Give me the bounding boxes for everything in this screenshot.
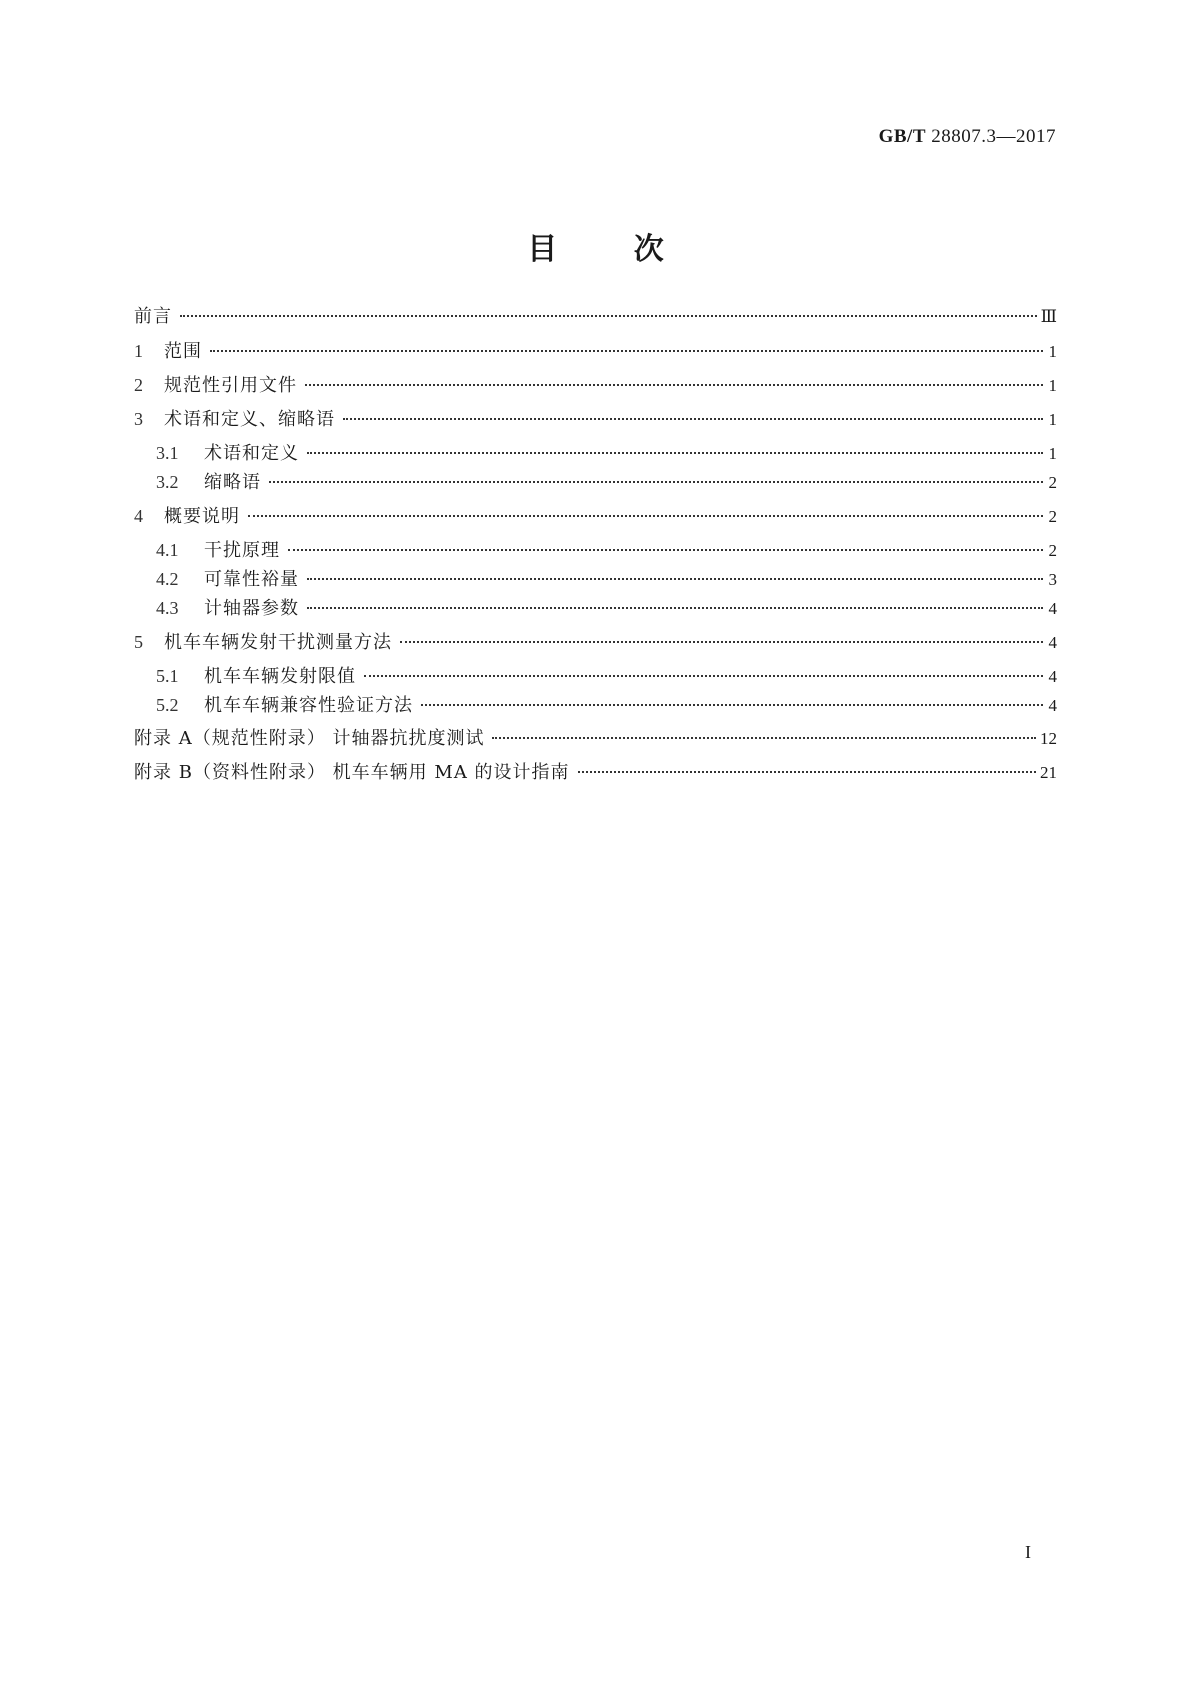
standard-prefix: GB/T [878, 126, 926, 147]
toc-entry-number: 3.1 [156, 443, 179, 463]
toc-leader-dots [305, 384, 1043, 386]
toc-entry-5-2[interactable] [156, 694, 1057, 717]
toc-entry-label: 可靠性裕量 [204, 569, 299, 590]
toc-entry-label: 计轴器参数 [204, 598, 299, 619]
toc-entry-label: 机车车辆发射限值 [204, 666, 356, 687]
toc-entry-page: 1 [1048, 410, 1057, 429]
toc-title [0, 224, 1191, 268]
toc-entry-number: 3 [134, 409, 143, 429]
toc-leader-dots [578, 771, 1036, 773]
toc-leader-dots [307, 607, 1043, 609]
toc-entry-4-2[interactable] [156, 568, 1057, 591]
toc-leader-dots [269, 481, 1043, 483]
toc-leader-dots [343, 418, 1043, 420]
toc-leader-dots [364, 675, 1043, 677]
toc-entry-page: 1 [1048, 376, 1057, 395]
toc-entry-3-1[interactable] [156, 442, 1057, 465]
toc-entry-page: 4 [1048, 633, 1057, 652]
toc-entry-page: 4 [1048, 696, 1057, 715]
standard-number [879, 126, 1056, 148]
toc-leader-dots [400, 641, 1043, 643]
toc-entry-number: 4.3 [156, 598, 179, 618]
toc-entry-label: 附录 A（规范性附录） 计轴器抗扰度测试 [134, 728, 485, 749]
page-number: I [1025, 1542, 1031, 1562]
standard-code: 28807.3—2017 [931, 126, 1056, 147]
toc-entry-preface[interactable] [134, 306, 1057, 328]
toc-entry-label: 范围 [164, 341, 202, 362]
toc-entry-4-3[interactable] [156, 597, 1057, 620]
toc-entry-annex-b[interactable] [134, 762, 1057, 784]
toc-entry-page: 1 [1048, 444, 1057, 463]
toc-entry-label: 概要说明 [164, 506, 240, 527]
toc-entry-3-2[interactable] [156, 471, 1057, 494]
toc-entry-page: Ⅲ [1040, 307, 1057, 326]
toc-entry-page: 1 [1048, 342, 1057, 361]
toc-entry-number: 1 [134, 341, 143, 361]
toc-entry-number: 4 [134, 506, 143, 526]
toc-entry-page: 4 [1048, 599, 1057, 618]
toc-title-char-2: 次 [633, 232, 664, 267]
toc-entry-label: 术语和定义 [204, 443, 299, 464]
toc-entry-page: 3 [1048, 570, 1057, 589]
toc-entry-label: 缩略语 [204, 472, 261, 493]
toc-entry-page: 2 [1048, 473, 1057, 492]
toc-leader-dots [307, 578, 1043, 580]
toc-entry-label: 机车车辆兼容性验证方法 [204, 695, 413, 716]
toc-entry-label: 前言 [134, 306, 172, 327]
toc-title-char-1: 目 [527, 232, 558, 267]
toc-leader-dots [421, 704, 1043, 706]
toc-entry-page: 21 [1040, 763, 1057, 782]
toc-entry-annex-a[interactable] [134, 728, 1057, 750]
toc-entry-page: 2 [1048, 541, 1057, 560]
toc-entry-number: 4.1 [156, 540, 179, 560]
toc-entry-1[interactable] [134, 340, 1057, 363]
toc-entry-label: 机车车辆发射干扰测量方法 [164, 632, 392, 653]
toc-entry-page: 2 [1048, 507, 1057, 526]
toc-entry-number: 3.2 [156, 472, 179, 492]
toc-leader-dots [210, 350, 1043, 352]
toc-entry-label: 规范性引用文件 [164, 375, 297, 396]
toc-leader-dots [492, 737, 1036, 739]
toc-leader-dots [307, 452, 1043, 454]
toc-entry-5-1[interactable] [156, 665, 1057, 688]
toc-entry-number: 4.2 [156, 569, 179, 589]
toc-leader-dots [248, 515, 1043, 517]
toc-leader-dots [288, 549, 1043, 551]
toc-entry-4[interactable] [134, 505, 1057, 528]
toc-entry-number: 2 [134, 375, 143, 395]
toc-entry-number: 5.1 [156, 666, 179, 686]
toc-entry-2[interactable] [134, 374, 1057, 397]
toc-entry-label: 附录 B（资料性附录） 机车车辆用 MA 的设计指南 [134, 762, 570, 783]
toc-entry-5[interactable] [134, 631, 1057, 654]
toc-entry-number: 5.2 [156, 695, 179, 715]
toc-entry-label: 术语和定义、缩略语 [164, 409, 335, 430]
toc-entry-page: 12 [1040, 729, 1057, 748]
toc-leader-dots [180, 315, 1037, 317]
toc-entry-3[interactable] [134, 408, 1057, 431]
toc-entry-number: 5 [134, 632, 143, 652]
toc-entry-page: 4 [1048, 667, 1057, 686]
toc-entry-4-1[interactable] [156, 539, 1057, 562]
toc-entry-label: 干扰原理 [204, 540, 280, 561]
